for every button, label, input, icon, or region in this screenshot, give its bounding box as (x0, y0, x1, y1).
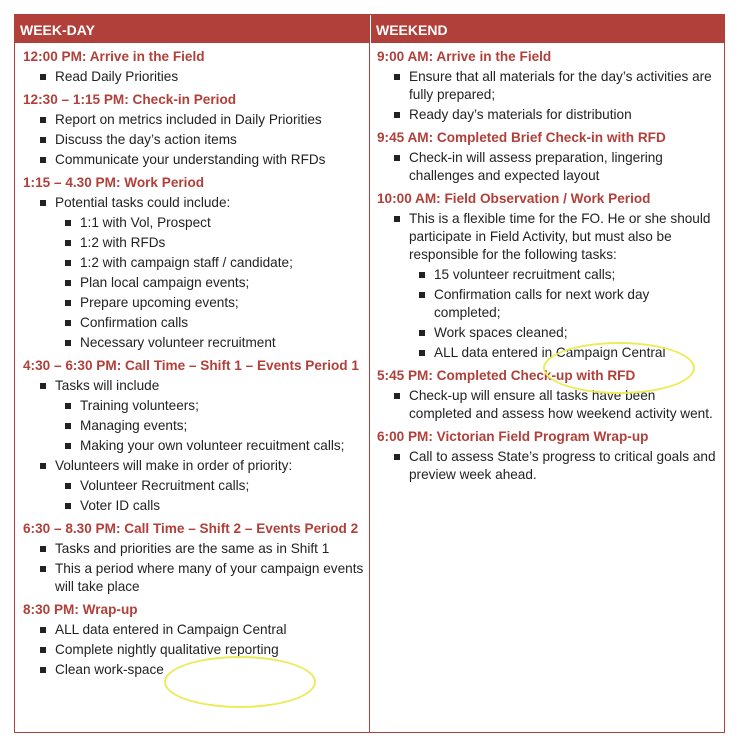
sub-bullet-item: Plan local campaign events; (23, 274, 365, 292)
bullet-list (377, 149, 717, 185)
sub-bullet-item: Necessary volunteer recruitment (23, 334, 365, 352)
sub-bullet-item: Prepare upcoming events; (23, 294, 365, 312)
bullet-item: Ready day’s materials for distribution (377, 106, 717, 124)
sub-bullet-item: 1:2 with campaign staff / candidate; (23, 254, 365, 272)
sub-bullet-item: Work spaces cleaned; (377, 324, 717, 342)
bullet-item: Potential tasks could include: (23, 194, 365, 212)
section-title: 4:30 – 6:30 PM: Call Time – Shift 1 – Events Period 1 (23, 358, 359, 373)
sub-bullet-item: Voter ID calls (23, 497, 365, 515)
sub-bullet-item: Confirmation calls for next work day completed; (377, 286, 717, 322)
sub-bullet-list (23, 397, 365, 455)
section-title: 1:15 – 4.30 PM: Work Period (23, 175, 205, 190)
bullet-item: Read Daily Priorities (23, 68, 365, 86)
bullet-item: Check-up will ensure all tasks have been completed and assess how weekend activity went. (377, 387, 717, 423)
sub-bullet-item: ALL data entered in Campaign Central (377, 344, 717, 362)
schedule-section (377, 48, 717, 124)
bullet-item: Volunteers will make in order of priority: (23, 457, 365, 475)
weekday-header: WEEK-DAY (20, 22, 95, 38)
schedule-section (377, 129, 717, 185)
bullet-item: Complete nightly qualitative reporting (23, 641, 365, 659)
sub-bullet-item: Volunteer Recruitment calls; (23, 477, 365, 495)
sub-bullet-item: 1:2 with RFDs (23, 234, 365, 252)
section-title: 12:00 PM: Arrive in the Field (23, 49, 205, 64)
section-title: 10:00 AM: Field Observation / Work Period (377, 191, 651, 206)
section-title: 12:30 – 1:15 PM: Check-in Period (23, 92, 237, 107)
schedule-section (377, 190, 717, 362)
bullet-list (377, 448, 717, 484)
bullet-item: Tasks and priorities are the same as in Shift 1 (23, 540, 365, 558)
section-title: 9:00 AM: Arrive in the Field (377, 49, 552, 64)
bullet-item: Clean work-space (23, 661, 365, 679)
section-title: 9:45 AM: Completed Brief Check-in with RFD (377, 130, 666, 145)
bullet-item: Report on metrics included in Daily Priorities (23, 111, 365, 129)
sub-bullet-item: Making your own volunteer recuitment calls; (23, 437, 365, 455)
bullet-list (23, 111, 365, 169)
bullet-list (377, 210, 717, 362)
sub-bullet-item: 15 volunteer recruitment calls; (377, 266, 717, 284)
bullet-list (23, 68, 365, 86)
bullet-list (23, 377, 365, 515)
bullet-item: Call to assess State’s progress to critical goals and preview week ahead. (377, 448, 717, 484)
sub-bullet-list (23, 477, 365, 515)
weekend-column (377, 43, 717, 486)
bullet-list (377, 68, 717, 124)
bullet-item: Discuss the day’s action items (23, 131, 365, 149)
highlight-circle-weekend (543, 342, 695, 394)
schedule-section (23, 91, 365, 169)
sub-bullet-item: 1:1 with Vol, Prospect (23, 214, 365, 232)
schedule-section (23, 520, 365, 596)
sub-bullet-list (23, 214, 365, 352)
bullet-item: Ensure that all materials for the day’s activities are fully prepared; (377, 68, 717, 104)
highlight-circle-weekday (164, 656, 316, 708)
schedule-section (23, 357, 365, 515)
sub-bullet-item: Training volunteers; (23, 397, 365, 415)
sub-bullet-item: Managing events; (23, 417, 365, 435)
bullet-item: This a period where many of your campaign events will take place (23, 560, 365, 596)
section-title: 5:45 PM: Completed Check-up with RFD (377, 368, 636, 383)
bullet-item: Check-in will assess preparation, lingering challenges and expected layout (377, 149, 717, 185)
section-title: 6:30 – 8.30 PM: Call Time – Shift 2 – Events Period 2 (23, 521, 359, 536)
weekend-header: WEEKEND (370, 15, 726, 43)
sub-bullet-item: Confirmation calls (23, 314, 365, 332)
section-title: 8:30 PM: Wrap-up (23, 602, 138, 617)
bullet-list (23, 540, 365, 596)
section-title: 6:00 PM: Victorian Field Program Wrap-up (377, 429, 649, 444)
schedule-section (23, 174, 365, 352)
table-header (15, 15, 724, 43)
schedule-section (377, 428, 717, 484)
schedule-section (23, 48, 365, 86)
bullet-item: ALL data entered in Campaign Central (23, 621, 365, 639)
bullet-list (23, 194, 365, 352)
bullet-item: Tasks will include (23, 377, 365, 395)
bullet-item: Communicate your understanding with RFDs (23, 151, 365, 169)
bullet-list (377, 387, 717, 423)
column-divider (369, 43, 370, 732)
weekday-column (23, 43, 365, 681)
bullet-item: This is a flexible time for the FO. He or she should participate in Field Activity, but must also be responsible for the following tasks: (377, 210, 717, 264)
